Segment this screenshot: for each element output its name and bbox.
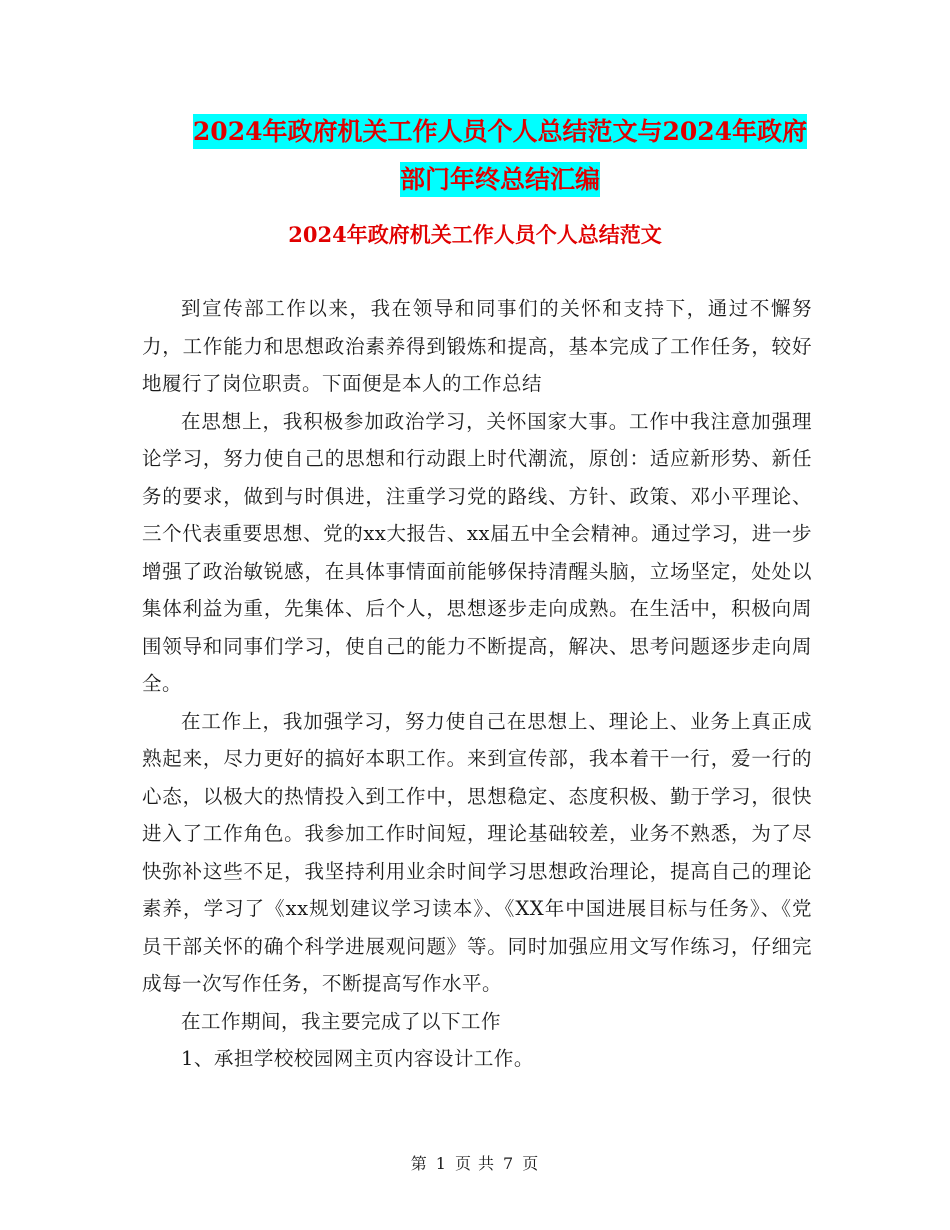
footer-total-pages: 7 <box>503 1154 515 1173</box>
footer-suffix: 页 <box>522 1154 540 1173</box>
footer-prefix: 第 <box>410 1154 428 1173</box>
paragraph: 1、承担学校校园网主页内容设计工作。 <box>181 1047 534 1070</box>
main-title-line-1: 2024年政府机关工作人员个人总结范文与2024年政府 <box>193 114 807 149</box>
main-title-line-2: 部门年终总结汇编 <box>400 162 600 197</box>
paragraph: 在工作上，我加强学习，努力使自己在思想上、理论上、业务上真正成熟起来，尽力更好的搞好本职工作。来到宣传部，我本着干一行，爱一行的心态，以极大的热情投入到工作中，思想稳定、态度积极、勤于学习，很快进入了工作角色。我参加工作时间短，理论基础较差，业务不熟悉，为了尽快弥补这些不足，我坚持利用业余时间学习思想政治理论，提高自己的理论素养，学习了《xx规划建议学习读本》、《XX年中国进展目标与任务》、《党员干部关怀的确个科学进展观问题》等。同时加强应用文写作练习，仔细完成每一次写作任务，不断提高写作水平。 <box>142 709 812 995</box>
paragraph: 在工作期间，我主要完成了以下工作 <box>181 1009 502 1033</box>
section-title: 2024年政府机关工作人员个人总结范文 <box>288 222 662 247</box>
document-main-title <box>140 108 860 204</box>
footer-current-page: 1 <box>435 1154 447 1173</box>
paragraph: 在思想上，我积极参加政治学习，关怀国家大事。工作中我注意加强理论学习，努力使自己的思想和行动跟上时代潮流，原创：适应新形势、新任务的要求，做到与时俱进，注重学习党的路线、方针、政策、邓小平理论、三个代表重要思想、党的xx大报告、xx届五中全会精神。通过学习，进一步增强了政治敏锐感，在具体事情面前能够保持清醒头脑，立场坚定，处处以集体利益为重，先集体、后个人，思想逐步走向成熟。在生活中，积极向周围领导和同事们学习，使自己的能力不断提高，解决、思考问题逐步走向周全。 <box>142 409 812 695</box>
footer-middle: 页 共 <box>454 1154 496 1173</box>
page-footer <box>0 1152 950 1176</box>
document-body <box>142 290 812 1078</box>
paragraph: 到宣传部工作以来，我在领导和同事们的关怀和支持下，通过不懈努力，工作能力和思想政治素养得到锻炼和提高，基本完成了工作任务，较好地履行了岗位职责。下面便是本人的工作总结 <box>142 297 812 395</box>
